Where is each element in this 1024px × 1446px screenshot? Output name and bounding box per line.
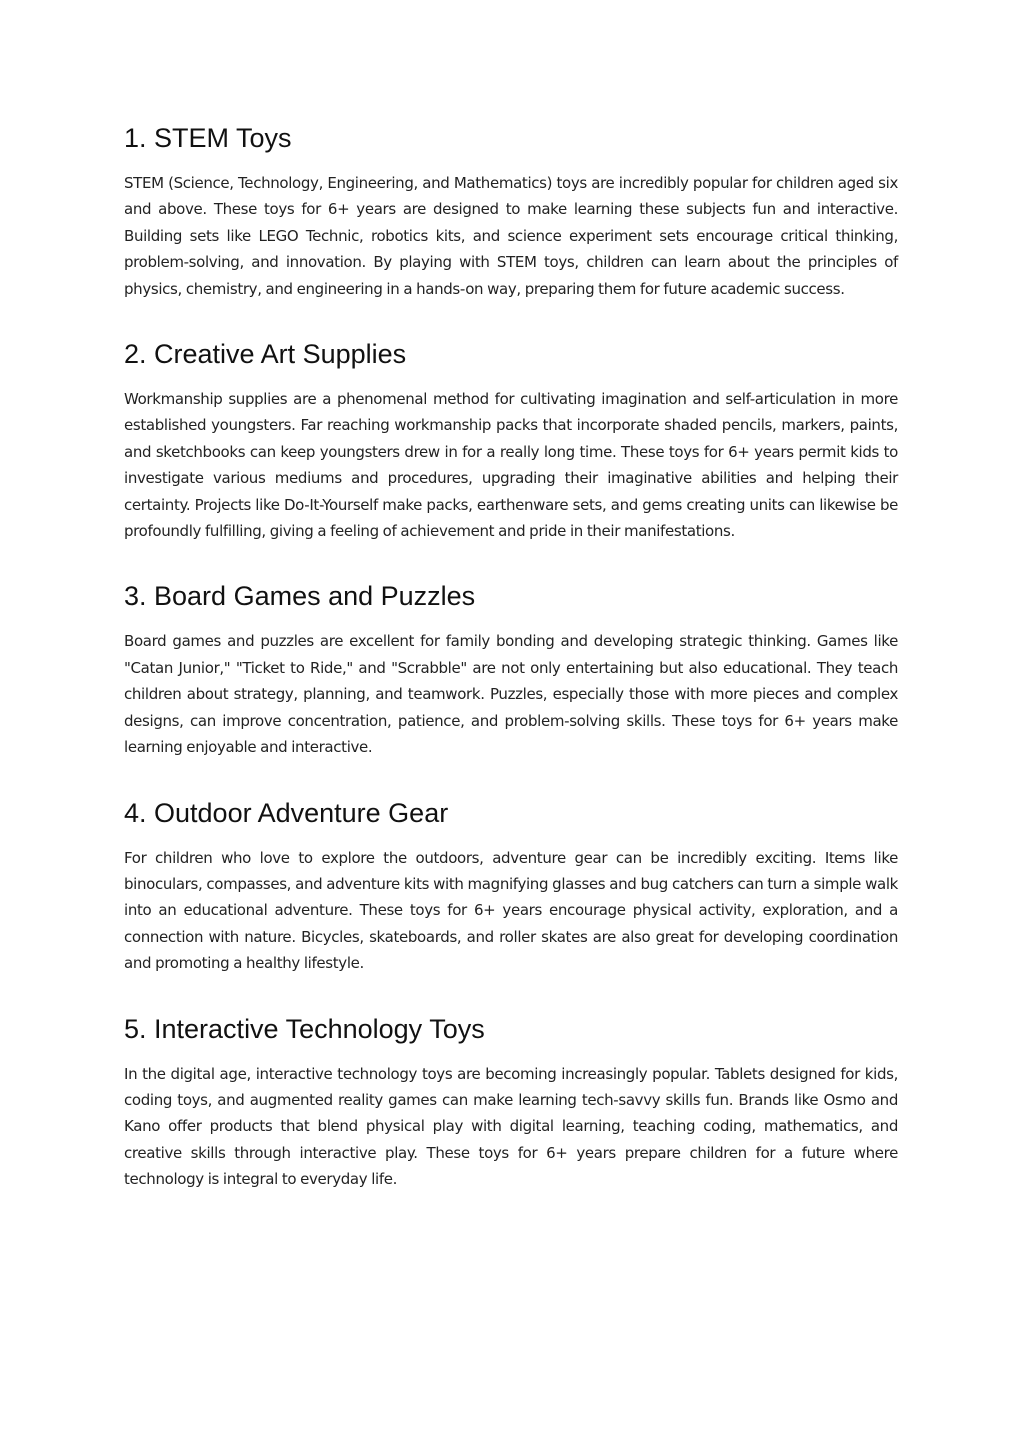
section-creative-art-supplies [124, 334, 898, 544]
section-heading: 5. Interactive Technology Toys [124, 1013, 485, 1044]
section-heading: 3. Board Games and Puzzles [124, 581, 476, 612]
section-heading: 2. Creative Art Supplies [124, 339, 407, 370]
section-outdoor-adventure-gear [124, 793, 898, 977]
section-body: In the digital age, interactive technology toys are becoming increasingly popular. Tablets designed for kids, coding toys, and augmented reality games can make learning tech-savvy skills fun. Brands like Osmo and Kano offer products that blend physical play with digital learning, teaching coding, mathematics, and creative skills through interactive play. These toys for 6+ years prepare children for a future where technology is integral to everyday life. [124, 1064, 898, 1189]
section-heading: 1. STEM Toys [124, 123, 292, 153]
section-interactive-technology-toys [124, 1009, 898, 1193]
section-body: Workmanship supplies are a phenomenal method for cultivating imagination and self-articulation in more established youngsters. Far reaching workmanship packs that incorporate shaded pencils, markers, paints, and sketchbooks can keep youngsters drew in for a really long time. These toys for 6+ years permit kids to investigate various mediums and procedures, upgrading their imaginative abilities and helping their certainty. Projects like Do-It-Yourself make packs, earthenware sets, and gems creating units can likewise be profoundly fulfilling, giving a feeling of achievement and pride in their manifestations. [124, 390, 898, 541]
section-body: STEM (Science, Technology, Engineering, and Mathematics) toys are incredibly popular for children aged six and above. These toys for 6+ years are designed to make learning these subjects fun and interactive. Building sets like LEGO Technic, robotics kits, and science experiment sets encourage critical thinking, problem-solving, and innovation. By playing with STEM toys, children can learn about the principles of physics, chemistry, and engineering in a hands-on way, preparing them for future academic success. [124, 174, 898, 298]
section-board-games-puzzles [124, 576, 898, 760]
section-stem-toys [124, 118, 898, 302]
section-heading: 4. Outdoor Adventure Gear [124, 797, 449, 828]
document-page [124, 118, 898, 1225]
section-body: For children who love to explore the outdoors, adventure gear can be incredibly exciting. Items like binoculars, compasses, and adventure kits with magnifying glasses and bug catchers can turn a simple walk into an educational adventure. These toys for 6+ years encourage physical activity, exploration, and a connection with nature. Bicycles, skateboards, and roller skates are also great for developing coordination and promoting a healthy lifestyle. [124, 848, 898, 973]
section-body: Board games and puzzles are excellent for family bonding and developing strategic thinking. Games like "Catan Junior," "Ticket to Ride," and "Scrabble" are not only entertaining but also educational. They teach children about strategy, planning, and teamwork. Puzzles, especially those with more pieces and complex designs, can improve concentration, patience, and problem-solving skills. These toys for 6+ years make learning enjoyable and interactive. [124, 632, 898, 757]
